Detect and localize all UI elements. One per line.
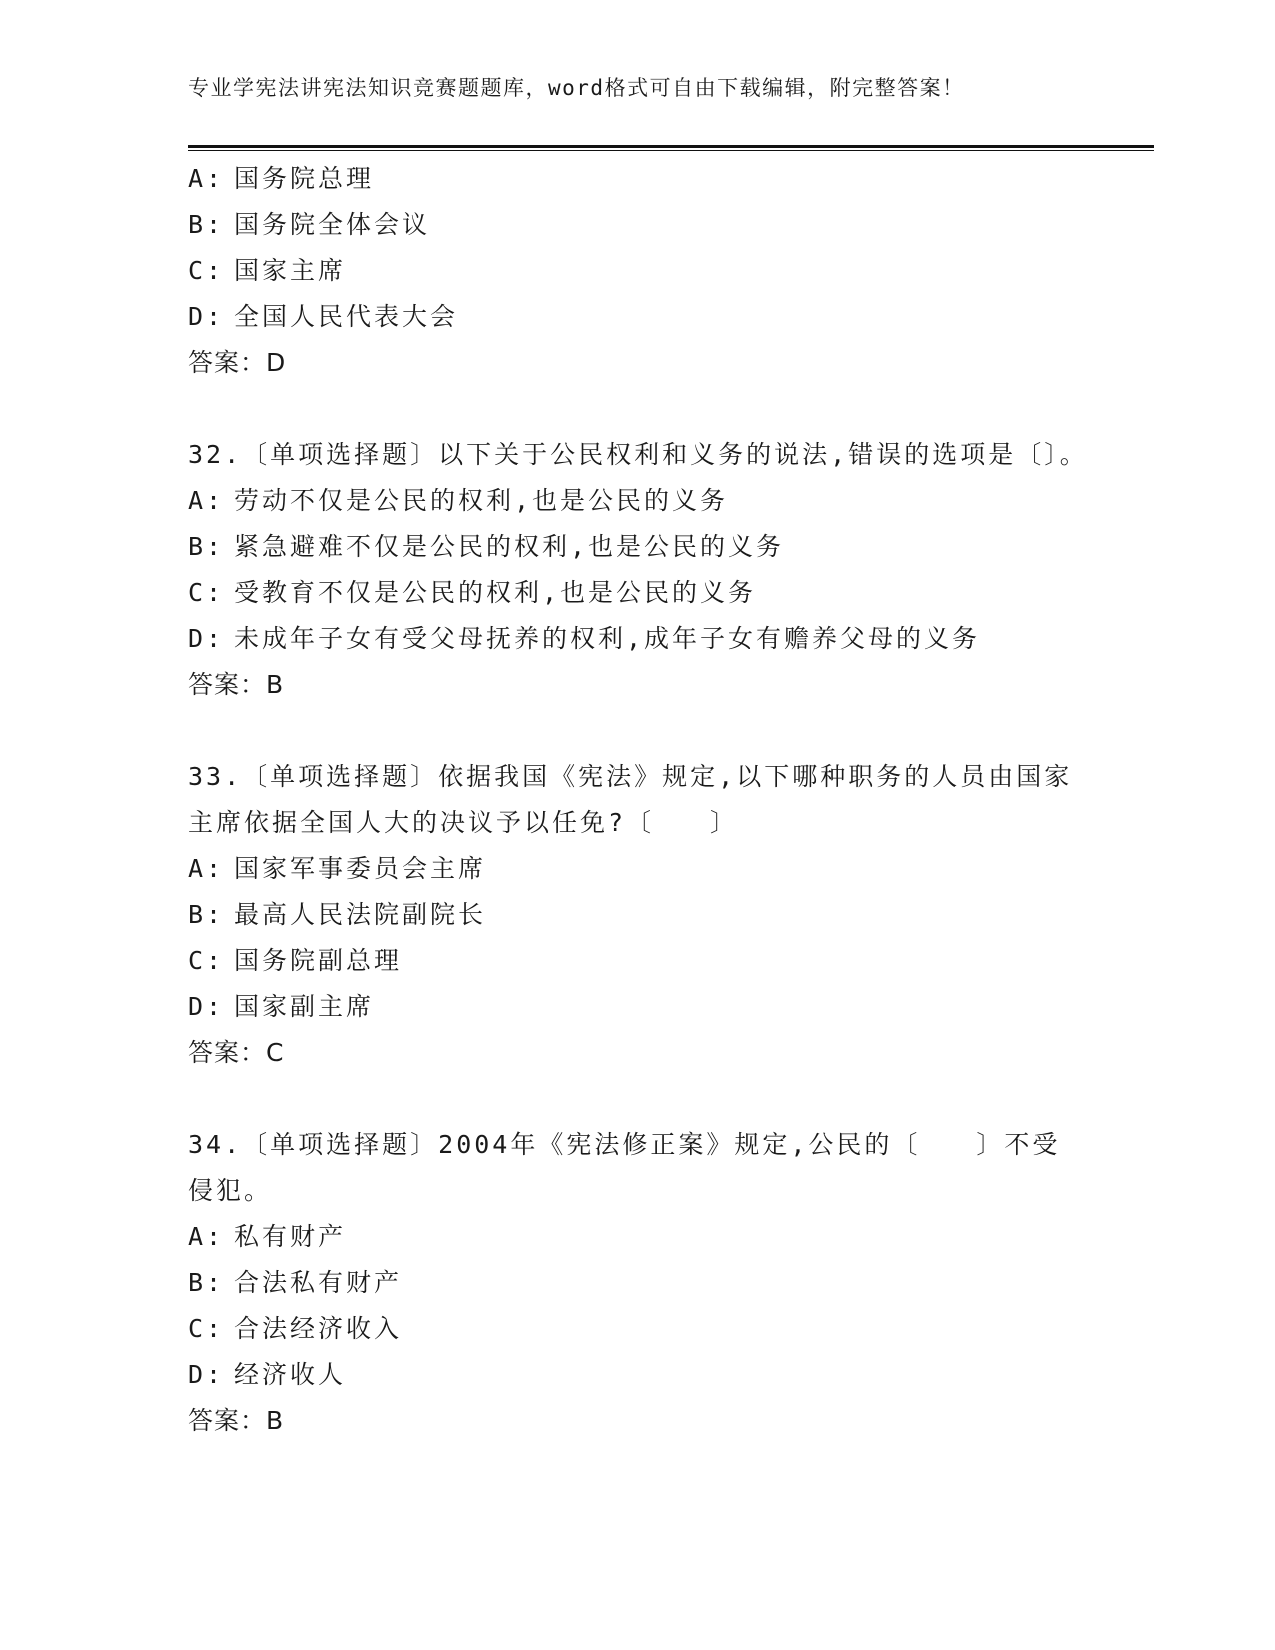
question-stem: 34.〔单项选择题〕2004年《宪法修正案》规定,公民的〔 〕不受侵犯。 xyxy=(188,1130,1061,1205)
option-b: B: 国务院全体会议 xyxy=(188,210,431,239)
option-a: A: 国家军事委员会主席 xyxy=(188,854,487,883)
header-rule-thin xyxy=(188,150,1154,151)
question-32 xyxy=(188,432,1088,708)
question-list xyxy=(188,156,1088,1490)
question-31 xyxy=(188,156,1088,386)
header-rule-thick xyxy=(188,145,1154,148)
option-b: B: 合法私有财产 xyxy=(188,1268,403,1297)
option-d: D: 国家副主席 xyxy=(188,992,375,1021)
option-a: A: 私有财产 xyxy=(188,1222,347,1251)
option-a: A: 劳动不仅是公民的权利,也是公民的义务 xyxy=(188,486,729,515)
option-b: B: 最高人民法院副院长 xyxy=(188,900,487,929)
answer: 答案：B xyxy=(188,1406,285,1435)
option-a: A: 国务院总理 xyxy=(188,164,375,193)
option-d: D: 全国人民代表大会 xyxy=(188,302,459,331)
question-stem: 33.〔单项选择题〕依据我国《宪法》规定,以下哪种职务的人员由国家主席依据全国人大的决议予以任免?〔 〕 xyxy=(188,762,1073,837)
answer: 答案：B xyxy=(188,670,285,699)
question-34 xyxy=(188,1122,1088,1444)
question-33 xyxy=(188,754,1088,1076)
option-c: C: 受教育不仅是公民的权利,也是公民的义务 xyxy=(188,578,757,607)
option-c: C: 国家主席 xyxy=(188,256,347,285)
answer: 答案：C xyxy=(188,1038,285,1067)
option-d: D: 经济收人 xyxy=(188,1360,347,1389)
option-c: C: 国务院副总理 xyxy=(188,946,403,975)
option-d: D: 未成年子女有受父母抚养的权利,成年子女有赡养父母的义务 xyxy=(188,624,981,653)
option-b: B: 紧急避难不仅是公民的权利,也是公民的义务 xyxy=(188,532,785,561)
question-stem: 32.〔单项选择题〕以下关于公民权利和义务的说法,错误的选项是〔〕。 xyxy=(188,440,1088,469)
page-header: 专业学宪法讲宪法知识竞赛题题库，word格式可自由下载编辑，附完整答案！ xyxy=(188,76,965,100)
option-c: C: 合法经济收入 xyxy=(188,1314,403,1343)
answer: 答案：D xyxy=(188,348,287,377)
